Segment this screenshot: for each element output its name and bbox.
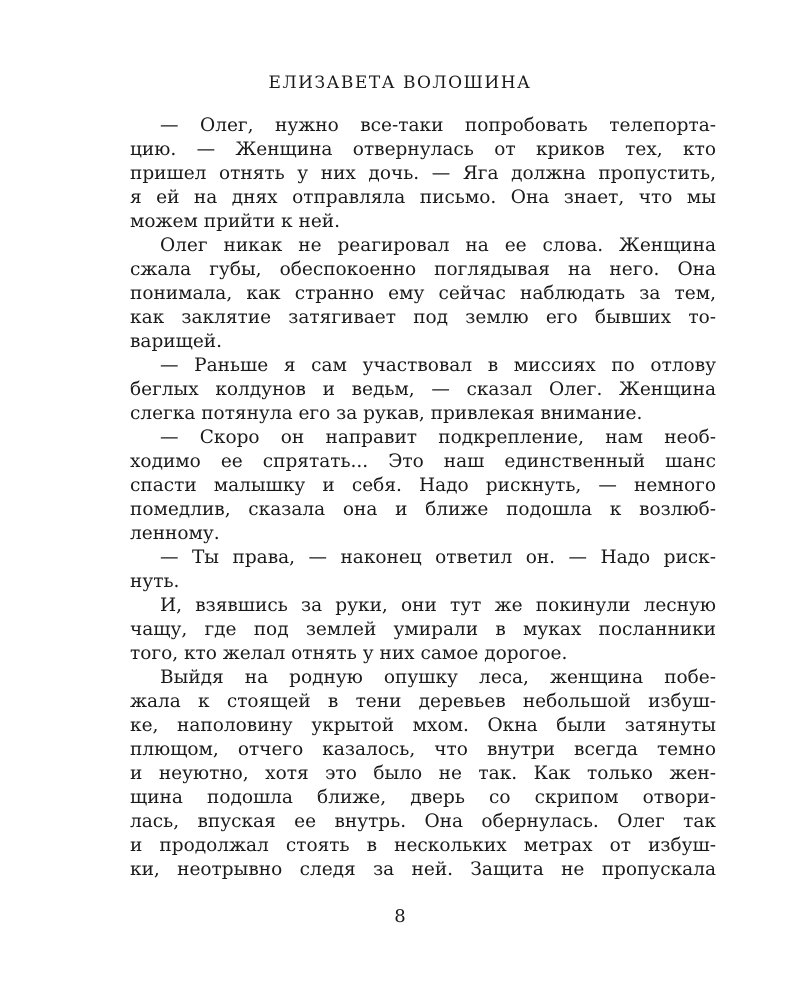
text-line: нуть. (130, 571, 180, 592)
text-line: ки, неотрывно следя за ней. Защита не пропускала (130, 859, 716, 880)
text-line: варищей. (130, 331, 222, 352)
text-line: и неуютно, хотя это было не так. Как только жен- (130, 763, 716, 784)
text-line: и продолжал стоять в нескольких метрах от избуш- (130, 835, 716, 856)
text-line: чащу, где под землей умирали в муках посланники (130, 619, 716, 640)
text-line: Выйдя на родную опушку леса, женщина побе- (160, 667, 716, 688)
text-line: слегка потянула его за рукав, привлекая внимание. (130, 403, 643, 424)
text-line: жала к стоящей в тени деревьев небольшой избуш- (130, 691, 716, 712)
text-line: лась, впуская ее внутрь. Она обернулась. Олег так (130, 811, 716, 832)
page-number: 8 (394, 906, 406, 927)
text-line: И, взявшись за руки, они тут же покинули лесную (160, 595, 716, 616)
text-line: щина подошла ближе, дверь со скрипом отвори- (130, 787, 716, 808)
text-line: помедлив, сказала она и ближе подошла к возлюб- (130, 499, 716, 520)
text-line: — Скоро он направит подкрепление, нам необ- (160, 427, 716, 448)
text-line: я ей на днях отправляла письмо. Она знает, что мы (130, 187, 716, 208)
text-line: как заклятие затягивает под землю его бывших то- (130, 307, 716, 328)
text-line: беглых колдунов и ведьм, — сказал Олег. Женщина (130, 379, 716, 400)
text-line: цию. — Женщина отвернулась от криков тех, кто (130, 139, 716, 160)
text-line: ке, наполовину укрытой мхом. Окна были затянуты (130, 715, 716, 736)
text-line: Олег никак не реагировал на ее слова. Женщина (160, 235, 716, 256)
text-line: пришел отнять у них дочь. — Яга должна пропустить, (130, 163, 716, 184)
text-line: сжала губы, обеспокоенно поглядывая на него. Она (130, 259, 716, 280)
running-head-author: ЕЛИЗАВЕТА ВОЛОШИНА (268, 73, 532, 93)
text-line: можем прийти к ней. (130, 211, 340, 232)
text-line: спасти малышку и себя. Надо рискнуть, — немного (130, 475, 716, 496)
text-line: — Олег, нужно все-таки попробовать телепорта- (160, 115, 716, 136)
text-line: — Раньше я сам участвовал в миссиях по отлову (160, 355, 716, 376)
text-line: ходимо ее спрятать... Это наш единственный шанс (130, 451, 716, 472)
text-line: плющом, отчего казалось, что внутри всегда темно (130, 739, 716, 760)
text-line: того, кто желал отнять у них самое дорогое. (130, 643, 568, 664)
body-text (130, 114, 716, 882)
text-line: ленному. (130, 523, 220, 544)
text-line: понимала, как странно ему сейчас наблюдать за тем, (130, 283, 716, 304)
text-line: — Ты права, — наконец ответил он. — Надо риск- (160, 547, 716, 568)
